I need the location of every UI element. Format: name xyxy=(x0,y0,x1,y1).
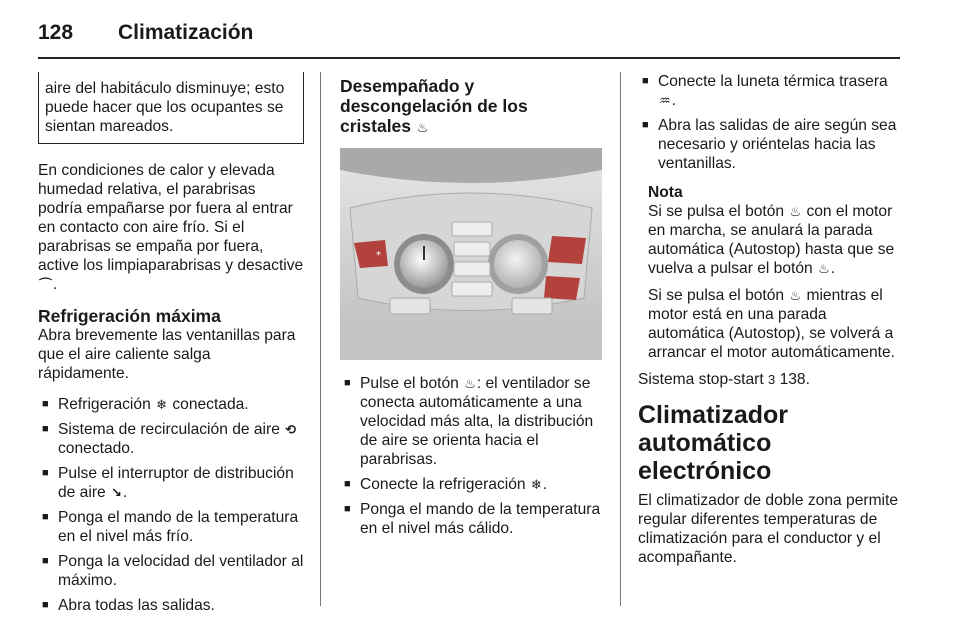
item-text: Pulse el botón xyxy=(360,375,459,392)
title-line xyxy=(340,116,604,138)
defrost-icon: ♨ xyxy=(416,120,429,135)
defrost-list-continued xyxy=(638,72,903,173)
defrost-icon: ♨ xyxy=(818,261,830,276)
list-item xyxy=(638,116,903,173)
right-knob xyxy=(494,240,542,288)
crossref-page: 138. xyxy=(779,371,810,388)
item-text-after: . xyxy=(671,92,676,109)
recirculation-icon: ⟲ xyxy=(285,422,297,437)
paragraph-text: En condiciones de calor y elevada humedad relativa, el parabrisas podría empañarse por fuera al entrar en contacto con aire frío. Si el parabrisas se empaña por fuera, active los limpiaparabrisas y desactive xyxy=(38,162,304,274)
list-item xyxy=(38,464,304,502)
left-red-button xyxy=(354,240,388,268)
list-item xyxy=(340,500,604,538)
item-text: Sistema de recirculación de aire xyxy=(58,421,280,438)
item-text-after: : el ventilador se conecta automáticamente a una velocidad más alta, la distribución de aire se orienta hacia el parabrisas. xyxy=(360,375,594,468)
page-header xyxy=(38,18,900,58)
column-divider-1 xyxy=(320,72,321,606)
center-button-3 xyxy=(454,262,490,276)
list-item xyxy=(340,374,604,469)
item-text-after: conectada. xyxy=(172,396,249,413)
cross-reference xyxy=(638,370,903,389)
item-text-after: . xyxy=(122,484,128,501)
rear-defrost-icon: ♒ xyxy=(659,93,671,108)
section-title-defrost xyxy=(340,76,604,138)
title-line: electrónico xyxy=(638,457,772,485)
air-distribution-icon: ↘ xyxy=(111,485,122,500)
center-button-1 xyxy=(452,222,492,236)
crossref-arrow: 3 xyxy=(768,372,776,387)
item-text: Refrigeración xyxy=(58,396,151,413)
wiper-icon: ⌒ xyxy=(39,277,53,292)
paragraph-humidity xyxy=(38,161,304,294)
note-paragraph-1 xyxy=(648,202,903,278)
title-line: Climatizador automático xyxy=(638,401,789,457)
punctuation: . xyxy=(830,260,836,277)
chapter-title: Climatización xyxy=(118,21,254,44)
note-block xyxy=(648,183,903,362)
main-section-title xyxy=(638,401,903,485)
item-text: Ponga el mando de la temperatura en el nivel más cálido. xyxy=(360,501,601,537)
column-2 xyxy=(340,76,604,548)
crossref-text: Sistema stop-start xyxy=(638,371,764,388)
warning-text: aire del habitáculo disminuye; esto puede hacer que los ocupantes se sientan mareados. xyxy=(45,80,285,135)
note-text: Si se pulsa el botón xyxy=(648,203,785,220)
defrost-list xyxy=(340,374,604,538)
snowflake-icon: ❄ xyxy=(530,477,542,492)
item-text-after: . xyxy=(542,476,548,493)
bottom-button-left xyxy=(390,298,430,314)
section-title-max-cooling: Refrigeración máxima xyxy=(38,306,221,326)
note-text: Si se pulsa el botón xyxy=(648,287,785,304)
column-1 xyxy=(38,72,304,625)
note-text-after: con el motor en marcha, se anulará la parada automática (Autostop) hasta que se vuelva a pulsar el botón xyxy=(648,203,895,277)
defrost-icon: ♨ xyxy=(464,376,476,391)
bottom-button-right xyxy=(512,298,552,314)
column-3 xyxy=(638,72,903,579)
list-item xyxy=(38,508,304,546)
item-text: Abra todas las salidas. xyxy=(58,597,215,614)
item-text: Conecte la luneta térmica trasera xyxy=(658,73,888,90)
page-number: 128 xyxy=(38,21,74,44)
note-label: Nota xyxy=(648,184,683,201)
header-rule xyxy=(38,57,900,59)
title-line-text: cristales xyxy=(340,116,412,136)
item-text: Conecte la refrigeración xyxy=(360,476,526,493)
item-text-after: conectado. xyxy=(58,440,135,457)
center-button-4 xyxy=(452,282,492,296)
punctuation: . xyxy=(53,276,58,293)
list-item xyxy=(340,475,604,494)
warning-box xyxy=(38,72,304,144)
right-red-button-bottom xyxy=(544,276,580,300)
title-line: descongelación de los xyxy=(340,96,528,116)
column-divider-2 xyxy=(620,72,621,606)
item-text: Ponga el mando de la temperatura en el nivel más frío. xyxy=(58,509,299,545)
defrost-icon: ♨ xyxy=(789,288,802,303)
right-red-button-top xyxy=(548,236,586,264)
climate-control-panel-image xyxy=(340,148,602,360)
snowflake-icon: ❄ xyxy=(156,397,167,412)
center-button-2 xyxy=(454,242,490,256)
main-section-paragraph: El climatizador de doble zona permite regular diferentes temperaturas de climatización para el conductor y el acompañante. xyxy=(638,492,899,566)
section-intro: Abra brevemente las ventanillas para que el aire caliente salga rápidamente. xyxy=(38,327,296,382)
note-text-after: mientras el motor está en una parada automática (Autostop), se volverá a arrancar el motor automáticamente. xyxy=(648,287,896,361)
item-text: Abra las salidas de aire según sea necesario y oriéntelas hacia las ventanillas. xyxy=(658,117,897,172)
max-cooling-list xyxy=(38,395,304,615)
list-item xyxy=(638,72,903,110)
left-button-glyph: * xyxy=(376,250,381,261)
list-item xyxy=(38,596,304,615)
defrost-icon: ♨ xyxy=(789,204,802,219)
list-item xyxy=(38,395,304,414)
note-paragraph-2 xyxy=(648,286,903,362)
title-line: Desempañado y xyxy=(340,76,475,96)
list-item xyxy=(38,420,304,458)
item-text: Pulse el interruptor de distribución de aire xyxy=(58,465,294,501)
list-item xyxy=(38,552,304,590)
item-text: Ponga la velocidad del ventilador al máximo. xyxy=(58,553,304,589)
